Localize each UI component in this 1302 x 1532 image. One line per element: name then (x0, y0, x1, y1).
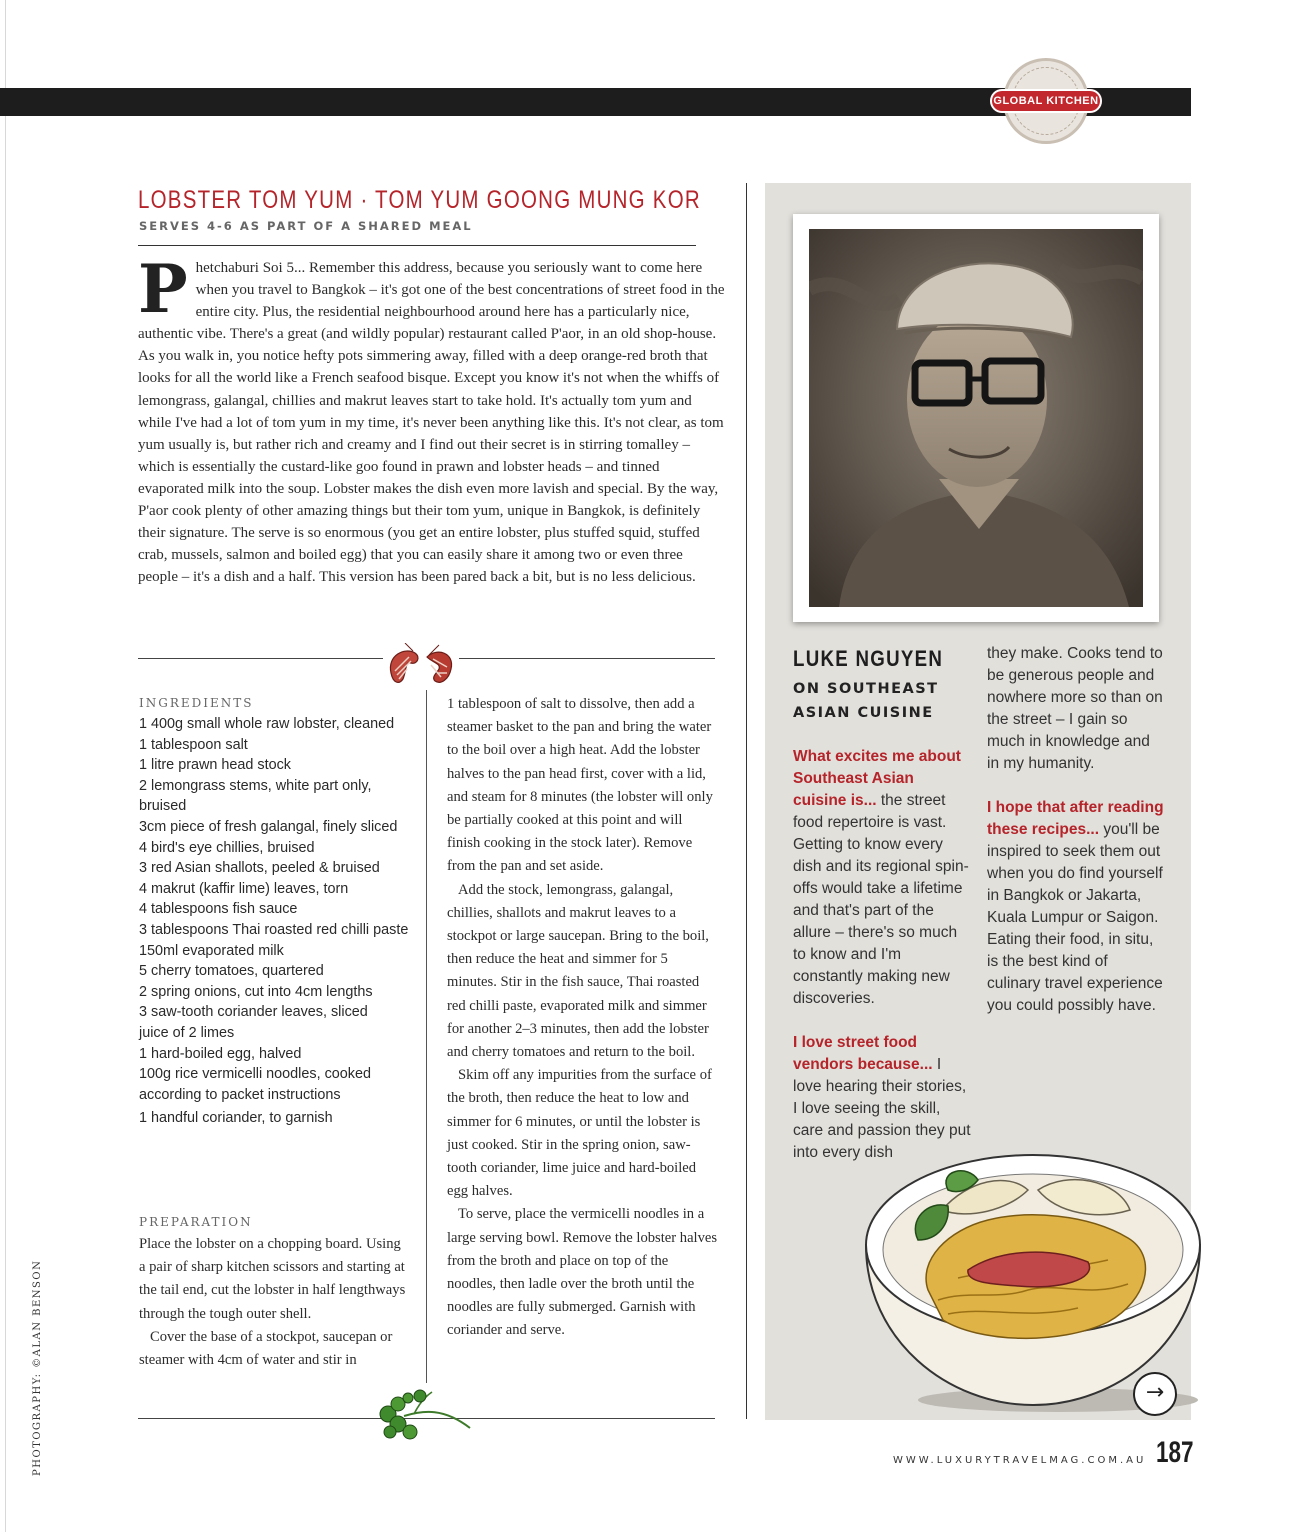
chef-portrait-frame (793, 214, 1159, 622)
sidebar-question: I love street food vendors because... (793, 1034, 933, 1073)
prawn-illustration-icon (383, 643, 459, 689)
chef-subtitle-line: ASIAN CUISINE (793, 705, 934, 721)
sidebar-answer-continued: they make. Cooks tend to be generous people and nowhere more so than on the street – I gain so much in knowledge and in my humanity. (987, 645, 1163, 772)
column-divider (426, 690, 427, 1383)
ingredient-item: 1 handful coriander, to garnish (139, 1110, 333, 1127)
ingredient-item: 1 400g small whole raw lobster, cleaned (139, 716, 395, 732)
ingredient-item: 3 tablespoons Thai roasted red chilli paste (139, 921, 409, 938)
sidebar-question: I hope that after reading these recipes... (987, 799, 1164, 838)
page-column-divider (746, 183, 747, 1419)
chef-portrait (809, 229, 1143, 607)
page-number: 187 (1156, 1436, 1194, 1469)
preparation-right-column (447, 693, 719, 1343)
sidebar-answer-text: the street food repertoire is vast. Getting to know every dish and its regional spin-offs would take a lifetime and that's part of the allure – there's so much to know and I'm constantly making new discoveries. (793, 792, 969, 1007)
ingredient-item: 1 tablespoon salt (139, 736, 248, 753)
page-edge-rule (5, 0, 6, 1532)
sidebar-column-left (793, 746, 971, 1186)
prep-paragraph: Skim off any impurities from the surface of the broth, then reduce the heat to low and simmer for 6 minutes, or until the lobster is just cooked. Stir in the spring onion, saw-tooth coriander, lime juice and hard-boiled egg halves. (447, 1067, 712, 1200)
sidebar-answer-text: I love hearing their stories, I love seeing the skill, care and passion they put into every dish (793, 1056, 971, 1161)
intro-text: hetchaburi Soi 5... Remember this address, because you seriously want to come here when you travel to Bangkok – it's got one of the best concentrations of street food in the entire city. Plus, the residential neighbourhood around here has a particularly nice, authentic vibe. There's a great (and wildly popular) restaurant called P'aor, in an old shop-house. As you walk in, you notice hefty pots simmering away, filled with a deep orange-red broth that looks for all the world like a French seafood bisque. Except you know it's not when the whiffs of lemongrass, galangal, chillies and makrut leaves start to take hold. It's actually tom yum and while I've had a lot of tom yum in my time, it's never been anything like this. It's not clear, as tom yum usually is, but rather rich and creamy and I find out their secret is in stirring tomalley – which is essentially the custard-like goo found in prawn and lobster heads – and tinned evaporated milk into the soup. Lobster makes the dish even more lavish and special. By the way, P'aor cook plenty of other amazing things but their tom yum, unique in Bangkok, is definitely their signature. The serve is so enormous (you get an entire lobster, plus stuffed squid, stuffed crab, mussels, salmon and boiled egg) that you can easily share it among two or even three people – it's a dish and a half. This version has been pared back a bit, but is no less delicious. (138, 260, 725, 586)
serves-line: SERVES 4-6 AS PART OF A SHARED MEAL (139, 219, 473, 233)
ingredients-label: INGREDIENTS (139, 696, 254, 710)
sidebar-answer-text: you'll be inspired to seek them out when you do find yourself in Bangkok or Jakarta, Kuala Lumpur or Saigon. Eating their food, in situ, is the best kind of culinary travel experience you could possibly have. (987, 821, 1163, 1014)
ingredient-item: 3cm piece of fresh galangal, finely sliced (139, 818, 398, 835)
ingredient-item: juice of 2 limes (139, 1024, 235, 1041)
ingredient-item: 4 tablespoons fish sauce (139, 901, 298, 918)
ingredient-item: 1 hard-boiled egg, halved (139, 1045, 302, 1062)
prep-paragraph: Cover the base of a stockpot, saucepan or steamer with 4cm of water and stir in (139, 1328, 393, 1369)
preparation-left-column (139, 1233, 407, 1372)
drop-cap: P (138, 250, 188, 328)
ingredient-item: 4 makrut (kaffir lime) leaves, torn (139, 880, 349, 897)
ingredients-list (139, 714, 419, 1129)
ingredient-item: 4 bird's eye chillies, bruised (139, 839, 315, 856)
ingredient-item: 1 litre prawn head stock (139, 757, 291, 774)
recipe-title: LOBSTER TOM YUM · TOM YUM GOONG MUNG KOR (138, 186, 701, 214)
sidebar-answer (793, 746, 971, 1010)
global-kitchen-badge (990, 58, 1102, 146)
sidebar-answer (987, 797, 1165, 1017)
sidebar-answer (793, 1032, 971, 1164)
ingredient-item: 3 red Asian shallots, peeled & bruised (139, 860, 380, 877)
preparation-label: PREPARATION (139, 1215, 253, 1229)
sidebar-question: What excites me about Southeast Asian cuisine is... (793, 748, 961, 809)
prep-paragraph: 1 tablespoon of salt to dissolve, then add a steamer basket to the pan and bring the water to the boil over a high heat. Add the lobster halves to the pan head first, cover with a lid, and steam for 8 minutes (the lobster will only be partially cooked at this point and will finish cooking in the stock later). Remove from the pan and set aside. (447, 696, 713, 875)
prep-paragraph: Place the lobster on a chopping board. Using a pair of sharp kitchen scissors and starting at the tail end, cut the lobster in half lengthways through the tough outer shell. (139, 1236, 406, 1322)
intro-paragraph (138, 250, 726, 588)
coriander-illustration-icon (374, 1388, 484, 1446)
website-url: WWW.LUXURYTRAVELMAG.COM.AU (893, 1455, 1147, 1466)
chef-subtitle (793, 677, 939, 725)
photo-credit: PHOTOGRAPHY: ©ALAN BENSON (32, 1259, 43, 1476)
prep-paragraph: Add the stock, lemongrass, galangal, chillies, shallots and makrut leaves to a stockpot or large saucepan. Bring to the boil, then reduce the heat and simmer for 5 minutes. Stir in the fish sauce, Thai roasted red chilli paste, evaporated milk and simmer for another 2–3 minutes, then add the lobster and cherry tomatoes and return to the boil. (447, 881, 709, 1061)
ingredient-item: 3 saw-tooth coriander leaves, sliced (139, 1004, 368, 1021)
chef-name: LUKE NGUYEN (793, 646, 944, 671)
ingredient-item: 5 cherry tomatoes, quartered (139, 963, 324, 980)
prep-paragraph: To serve, place the vermicelli noodles in a large serving bowl. Remove the lobster halves from the broth and place on top of the noodles, then ladle over the broth until the noodles are fully submerged. Garnish with coriander and serve. (447, 1206, 718, 1339)
ingredient-item: 150ml evaporated milk (139, 942, 284, 959)
title-rule (138, 245, 696, 246)
ingredient-item: 2 lemongrass stems, white part only, bruised (139, 777, 372, 815)
sidebar-column-right (987, 643, 1165, 1039)
ingredient-item: 2 spring onions, cut into 4cm lengths (139, 983, 373, 1000)
chef-subtitle-line: ON SOUTHEAST (793, 681, 939, 697)
ingredient-item: 100g rice vermicelli noodles, cooked according to packet instructions (139, 1066, 371, 1103)
badge-label: GLOBAL KITCHEN (990, 89, 1102, 113)
next-page-arrow-icon[interactable]: → (1133, 1372, 1177, 1416)
